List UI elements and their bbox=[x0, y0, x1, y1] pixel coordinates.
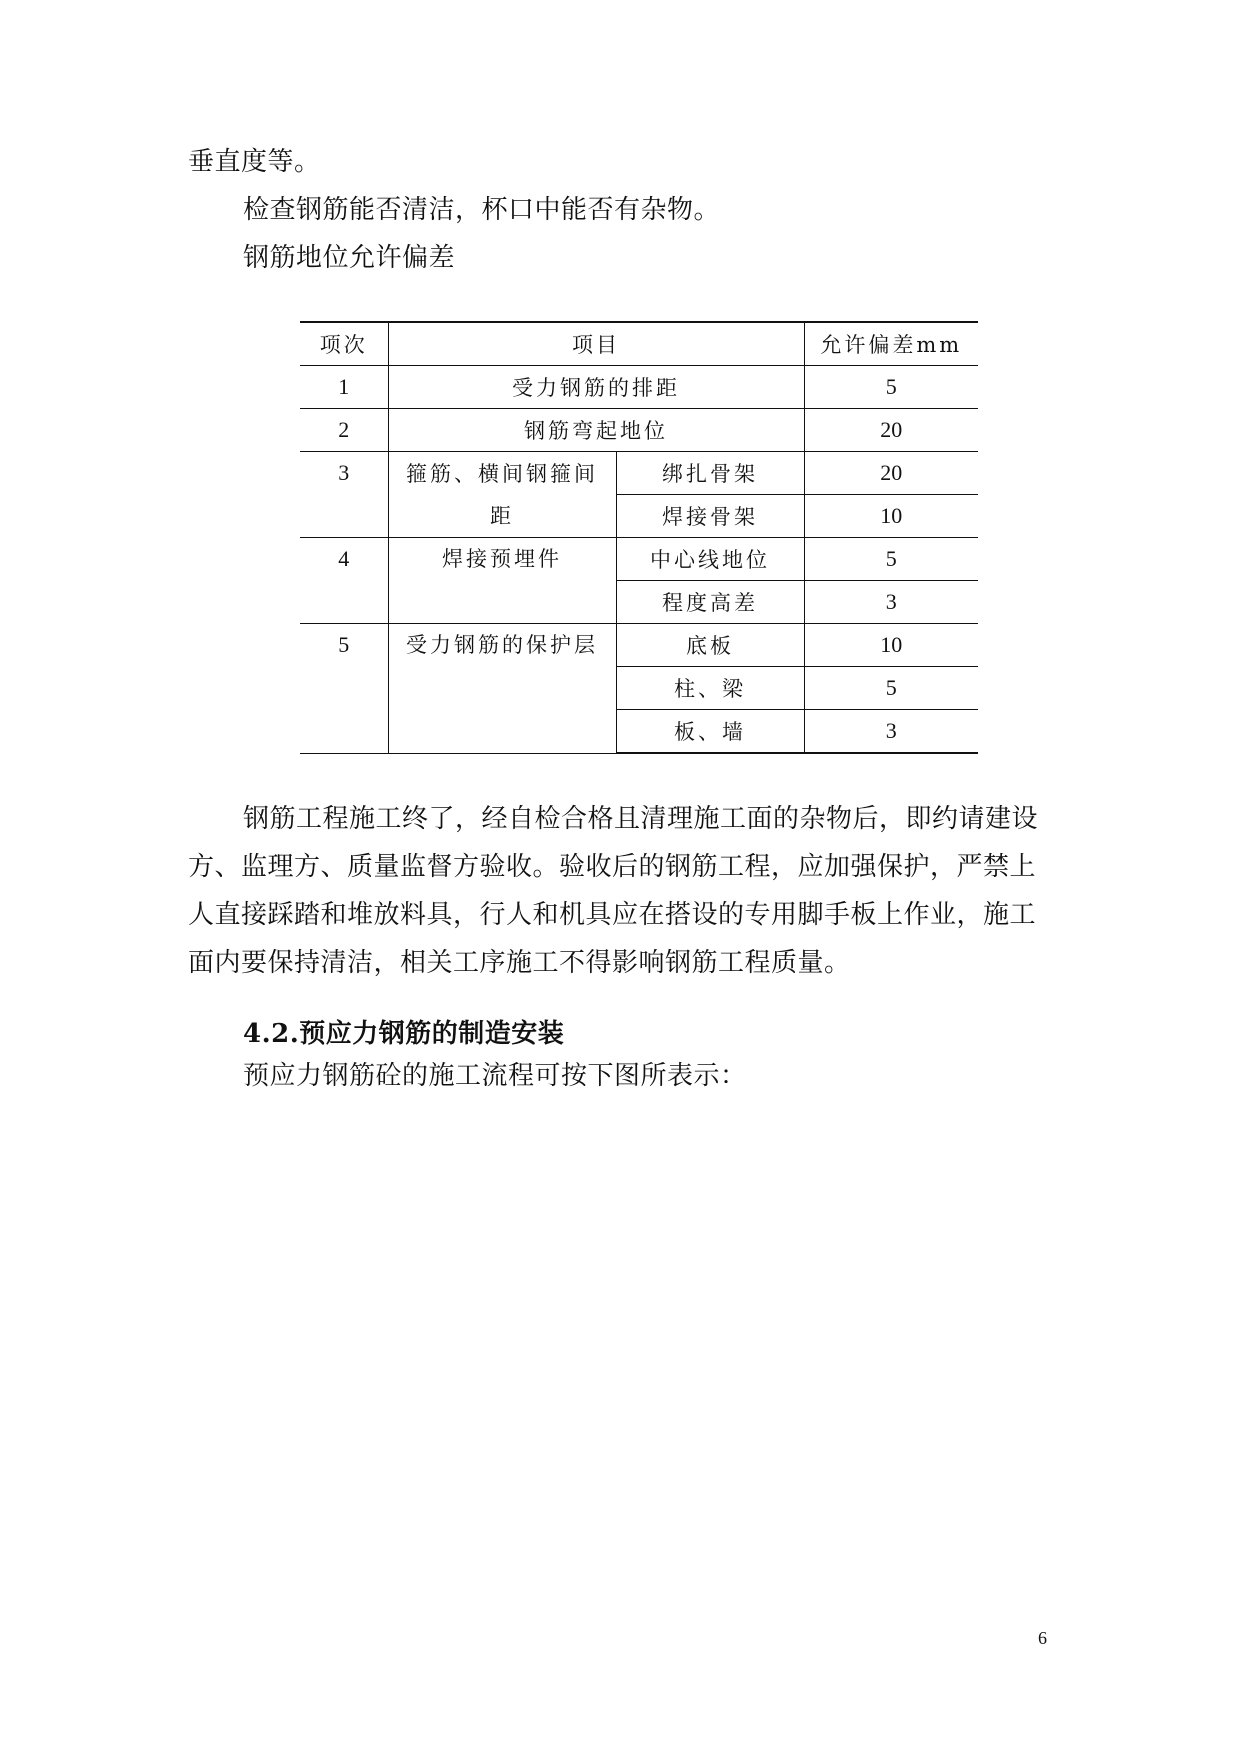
row-subitem: 板、墙 bbox=[616, 710, 804, 754]
row-subitem: 焊接骨架 bbox=[616, 495, 804, 538]
paragraph-line: 人直接踩踏和堆放料具，行人和机具应在搭设的专用脚手板上作业，施工 bbox=[188, 900, 1037, 930]
row-number: 1 bbox=[300, 366, 388, 409]
row-value: 5 bbox=[804, 366, 978, 409]
row-value: 20 bbox=[804, 452, 978, 495]
row-value: 5 bbox=[804, 538, 978, 581]
paragraph-line: 垂直度等。 bbox=[188, 147, 321, 177]
row-item: 钢筋弯起地位 bbox=[388, 409, 804, 452]
row-item: 焊接预埋件 bbox=[388, 538, 616, 624]
row-number: 2 bbox=[300, 409, 388, 452]
table-row bbox=[300, 366, 978, 409]
paragraph-line: 面内要保持清洁，相关工序施工不得影响钢筋工程质量。 bbox=[188, 948, 851, 978]
paragraph-line: 钢筋工程施工终了，经自检合格且清理施工面的杂物后，即约请建设 bbox=[243, 804, 1039, 834]
row-item: 受力钢筋的保护层 bbox=[388, 624, 616, 754]
header-cell: 项次 bbox=[300, 322, 388, 366]
row-subitem: 程度高差 bbox=[616, 581, 804, 624]
row-number: 4 bbox=[300, 538, 388, 624]
row-value: 3 bbox=[804, 710, 978, 754]
row-value: 5 bbox=[804, 667, 978, 710]
table-row bbox=[300, 538, 978, 581]
row-value: 10 bbox=[804, 624, 978, 667]
table-header-row bbox=[300, 322, 978, 366]
paragraph-line: 方、监理方、质量监督方验收。验收后的钢筋工程，应加强保护，严禁上 bbox=[188, 852, 1037, 882]
header-cell: 项目 bbox=[388, 322, 804, 366]
row-subitem: 底板 bbox=[616, 624, 804, 667]
row-number: 3 bbox=[300, 452, 388, 538]
table-row bbox=[300, 624, 978, 667]
paragraph-line: 检查钢筋能否清洁，杯口中能否有杂物。 bbox=[243, 195, 721, 225]
table-caption: 钢筋地位允许偏差 bbox=[243, 243, 456, 273]
tolerance-table bbox=[300, 321, 978, 754]
row-subitem: 中心线地位 bbox=[616, 538, 804, 581]
table-row bbox=[300, 409, 978, 452]
row-item: 箍筋、横间钢箍间距 bbox=[388, 452, 616, 538]
paragraph-line: 预应力钢筋砼的施工流程可按下图所表示： bbox=[243, 1061, 747, 1091]
row-number: 5 bbox=[300, 624, 388, 754]
row-value: 20 bbox=[804, 409, 978, 452]
row-subitem: 绑扎骨架 bbox=[616, 452, 804, 495]
table-row bbox=[300, 452, 978, 495]
row-subitem: 柱、梁 bbox=[616, 667, 804, 710]
section-heading: 4.2.预应力钢筋的制造安装 bbox=[243, 1019, 565, 1049]
row-value: 10 bbox=[804, 495, 978, 538]
header-cell: 允许偏差mm bbox=[804, 322, 978, 366]
row-item: 受力钢筋的排距 bbox=[388, 366, 804, 409]
row-value: 3 bbox=[804, 581, 978, 624]
page-number: 6 bbox=[1038, 1628, 1047, 1648]
